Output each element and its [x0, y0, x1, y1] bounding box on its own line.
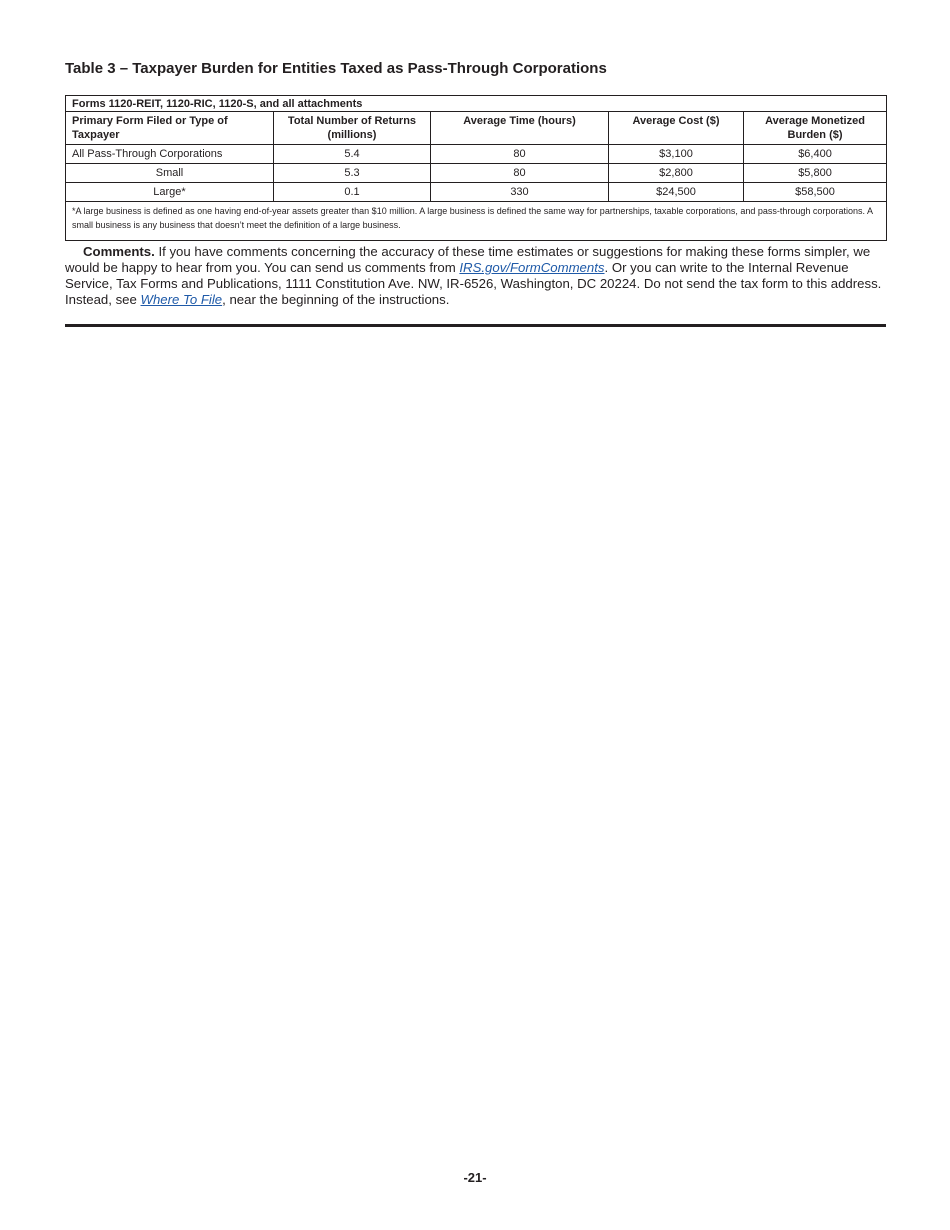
header-primary-form: Primary Form Filed or Type of Taxpayer [66, 112, 274, 145]
row-cost: $24,500 [609, 183, 744, 202]
row-type: Small [66, 164, 274, 183]
row-burden: $6,400 [744, 145, 887, 164]
table-row [66, 145, 887, 164]
comments-text-2: . Or you can write to the Internal Revenue Service, Tax Forms and Publications, 1111 Constitution Ave. NW, IR-6526, Washington, DC 20224. Do not send the tax form to this address. Instead, see [65, 260, 882, 307]
forms-caption: Forms 1120-REIT, 1120-RIC, 1120-S, and all attachments [66, 96, 887, 112]
row-time: 330 [431, 183, 609, 202]
comments-lead: Comments. [83, 244, 155, 259]
section-divider [65, 324, 886, 327]
row-returns: 0.1 [274, 183, 431, 202]
table-row [66, 183, 887, 202]
row-cost: $3,100 [609, 145, 744, 164]
header-average-time: Average Time (hours) [431, 112, 609, 145]
row-burden: $5,800 [744, 164, 887, 183]
burden-table [65, 95, 887, 241]
form-comments-link[interactable]: IRS.gov/FormComments [459, 260, 605, 275]
row-time: 80 [431, 145, 609, 164]
header-monetized-burden: Average Monetized Burden ($) [744, 112, 887, 145]
row-returns: 5.4 [274, 145, 431, 164]
header-row [66, 112, 887, 145]
row-burden: $58,500 [744, 183, 887, 202]
footnote-row [66, 202, 887, 241]
row-cost: $2,800 [609, 164, 744, 183]
table-footnote: *A large business is defined as one having end-of-year assets greater than $10 million. A large business is defined the same way for partnerships, taxable corporations, and pass-through corporations. A small business is any business that doesn’t meet the definition of a large business. [66, 202, 887, 241]
row-time: 80 [431, 164, 609, 183]
page-number: -21- [463, 1170, 487, 1185]
table-row [66, 164, 887, 183]
comments-paragraph [65, 244, 886, 308]
forms-caption-row [66, 96, 887, 112]
where-to-file-link[interactable]: Where To File [140, 292, 223, 307]
table-title: Table 3 – Taxpayer Burden for Entities Taxed as Pass-Through Corporations [65, 60, 607, 77]
header-total-returns: Total Number of Returns (millions) [274, 112, 431, 145]
row-type: Large* [66, 183, 274, 202]
comments-text-1: If you have comments concerning the accuracy of these time estimates or suggestions for making these forms simpler, we would be happy to hear from you. You can send us comments from [65, 244, 871, 275]
header-average-cost: Average Cost ($) [609, 112, 744, 145]
row-returns: 5.3 [274, 164, 431, 183]
comments-text-3: , near the beginning of the instructions. [222, 292, 450, 307]
row-type: All Pass-Through Corporations [66, 145, 274, 164]
